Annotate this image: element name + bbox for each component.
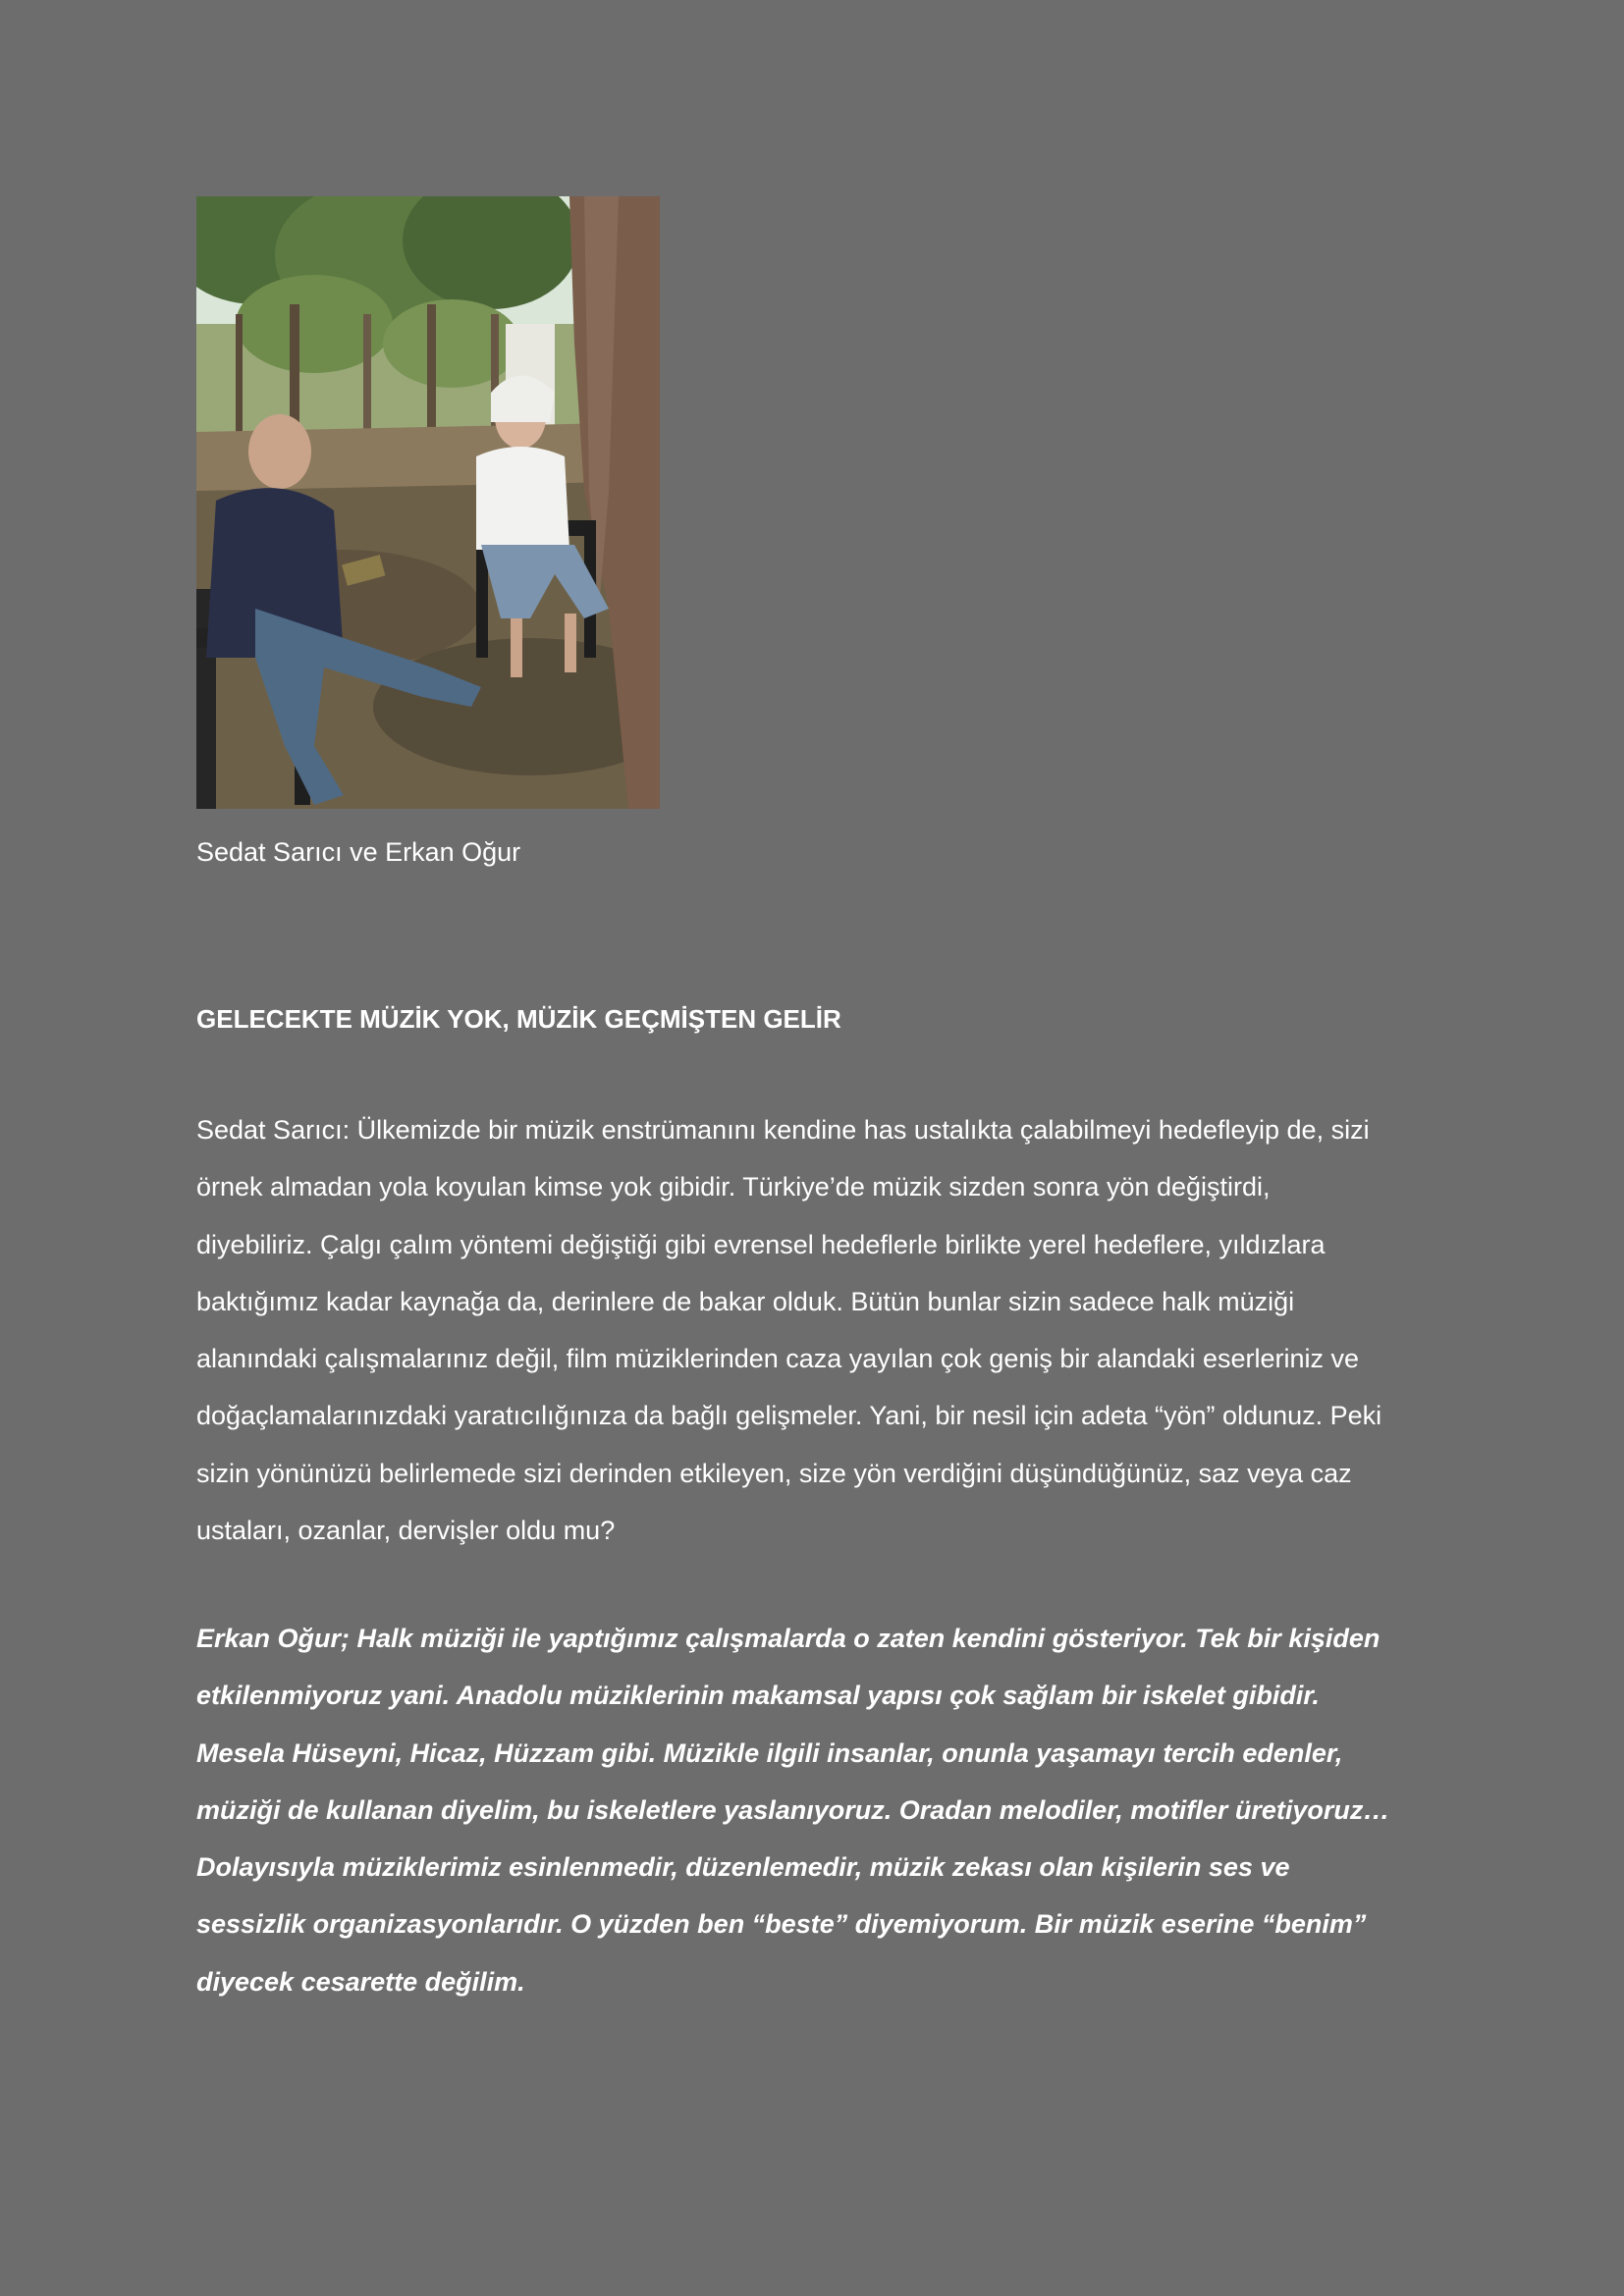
answer-line: Dolayısıyla müziklerimiz esinlenmedir, düzenlemedir, müzik zekası olan kişilerin ses ve <box>196 1852 1290 1883</box>
question-line: diyebiliriz. Çalgı çalım yöntemi değiştiği gibi evrensel hedeflerle birlikte yerel hedeflere, yıldızlara <box>196 1229 1326 1259</box>
question-line: alanındaki çalışmalarınız değil, film müziklerinden caza yayılan çok geniş bir alandaki eserleriniz ve <box>196 1344 1360 1374</box>
question-line: örnek almadan yola koyulan kimse yok gibidir. Türkiye’de müzik sizden sonra yön değiştirdi, <box>196 1172 1271 1202</box>
photo-caption: Sedat Sarıcı ve Erkan Oğur <box>196 837 521 867</box>
question-line: doğaçlamalarınızdaki yaratıcılığınıza da bağlı gelişmeler. Yani, bir nesil için adeta “yön” oldunuz. Peki <box>196 1401 1382 1431</box>
answer-line: Mesela Hüseyni, Hicaz, Hüzzam gibi. Müzikle ilgili insanlar, onunla yaşamayı tercih edenler, <box>196 1737 1343 1768</box>
photo-illustration <box>196 196 660 809</box>
question-paragraph <box>196 1113 1463 1571</box>
article-heading: GELECEKTE MÜZİK YOK, MÜZİK GEÇMİŞTEN GELİR <box>196 1004 841 1034</box>
answer-paragraph <box>196 1622 1463 2022</box>
interview-photo <box>196 196 660 809</box>
answer-line: etkilenmiyoruz yani. Anadolu müziklerinin makamsal yapısı çok sağlam bir iskelet gibidir. <box>196 1681 1320 1711</box>
question-line: baktığımız kadar kaynağa da, derinlere de bakar olduk. Bütün bunlar sizin sadece halk müziği <box>196 1286 1295 1316</box>
question-line: Sedat Sarıcı: Ülkemizde bir müzik enstrümanını kendine has ustalıkta çalabilmeyi hedefleyip de, sizi <box>196 1115 1370 1145</box>
answer-line: Erkan Oğur; Halk müziği ile yaptığımız çalışmalarda o zaten kendini gösteriyor. Tek bir kişiden <box>196 1624 1380 1653</box>
answer-line: sessizlik organizasyonlarıdır. O yüzden ben “beste” diyemiyorum. Bir müzik eserine “benim” <box>196 1909 1367 1940</box>
question-line: sizin yönünüzü belirlemede sizi derinden etkileyen, size yön verdiğini düşündüğünüz, saz veya caz <box>196 1458 1352 1488</box>
question-line: ustaları, ozanlar, dervişler oldu mu? <box>196 1516 616 1546</box>
answer-line: diyecek cesarette değilim. <box>196 1966 525 1997</box>
answer-line: müziği de kullanan diyelim, bu iskeletlere yaslanıyoruz. Oradan melodiler, motifler üretiyoruz… <box>196 1794 1390 1825</box>
